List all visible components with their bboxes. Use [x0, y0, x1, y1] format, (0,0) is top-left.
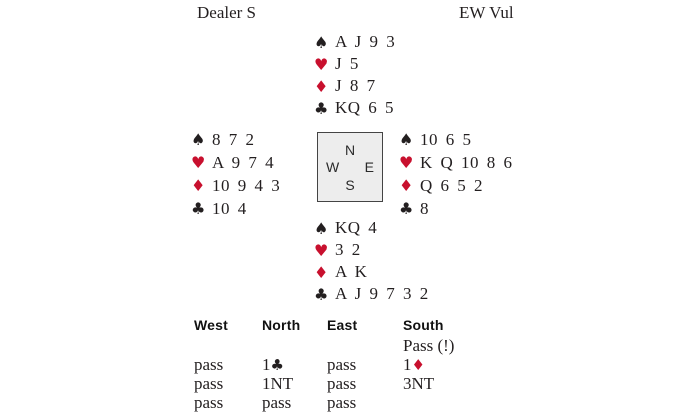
- dealer-label: Dealer S: [197, 3, 257, 22]
- south-hand: [314, 217, 429, 305]
- compass-north-label: N: [344, 142, 356, 158]
- south-clubs-row: [314, 283, 429, 305]
- diamond-icon: ♦: [411, 356, 425, 374]
- bid-south-round1: [403, 355, 523, 375]
- west-spades-row: [191, 128, 280, 151]
- east-clubs-cards: 8: [420, 198, 429, 218]
- bidding-header-west: West: [194, 317, 228, 333]
- heart-icon: ♥: [399, 153, 414, 172]
- heart-icon: ♥: [314, 54, 329, 74]
- west-diamonds-cards: 10 9 4 3: [212, 175, 281, 195]
- north-hearts-cards: J 5: [335, 54, 359, 73]
- compass-east-label: E: [364, 159, 374, 175]
- spade-icon: ♠: [314, 32, 329, 52]
- bid-west-round3: pass: [194, 393, 224, 412]
- bidding-header-north: North: [262, 317, 301, 333]
- south-spades-cards: KQ 4: [335, 218, 378, 237]
- west-spades-cards: 8 7 2: [212, 129, 255, 149]
- compass-west-label: W: [326, 159, 340, 175]
- spade-icon: ♠: [314, 218, 329, 238]
- east-spades-row: [399, 128, 513, 151]
- club-icon: ♣: [270, 356, 284, 374]
- bid-south-opening: Pass (!): [403, 336, 455, 355]
- diamond-icon: ♦: [191, 176, 206, 195]
- heart-icon: ♥: [314, 240, 329, 260]
- spade-icon: ♠: [399, 130, 414, 149]
- west-hand: [191, 128, 280, 220]
- east-hand: [399, 128, 513, 220]
- north-hearts-row: [314, 53, 395, 75]
- bid-level: 1: [403, 355, 412, 374]
- bid-north-round2: 1NT: [262, 374, 294, 393]
- compass-box: [317, 132, 383, 202]
- north-diamonds-cards: J 8 7: [335, 76, 376, 95]
- club-icon: ♣: [399, 199, 414, 218]
- north-spades-row: [314, 31, 395, 53]
- bid-south-round2: 3NT: [403, 374, 435, 393]
- west-diamonds-row: [191, 174, 280, 197]
- south-clubs-cards: A J 9 7 3 2: [335, 284, 429, 303]
- club-icon: ♣: [314, 98, 329, 118]
- bid-level: 1: [262, 355, 271, 374]
- bid-east-round1: pass: [327, 355, 357, 374]
- bid-west-round1: pass: [194, 355, 224, 374]
- diamond-icon: ♦: [314, 76, 329, 96]
- east-hearts-cards: K Q 10 8 6: [420, 152, 513, 172]
- bid-north-round1: [262, 355, 327, 375]
- bid-north-round3: pass: [262, 393, 292, 412]
- heart-icon: ♥: [191, 153, 206, 172]
- east-spades-cards: 10 6 5: [420, 129, 472, 149]
- bidding-header-east: East: [327, 317, 358, 333]
- east-diamonds-cards: Q 6 5 2: [420, 175, 484, 195]
- bidding-table: [194, 317, 523, 412]
- bidding-header-south: South: [403, 317, 444, 333]
- south-hearts-cards: 3 2: [335, 240, 361, 259]
- vulnerability-label: EW Vul: [459, 3, 514, 22]
- north-clubs-row: [314, 97, 395, 119]
- west-clubs-cards: 10 4: [212, 198, 247, 218]
- west-clubs-row: [191, 197, 280, 220]
- bid-west-round2: pass: [194, 374, 224, 393]
- south-hearts-row: [314, 239, 429, 261]
- west-hearts-row: [191, 151, 280, 174]
- diamond-icon: ♦: [399, 176, 414, 195]
- south-spades-row: [314, 217, 429, 239]
- north-hand: [314, 31, 395, 119]
- club-icon: ♣: [314, 284, 329, 304]
- west-hearts-cards: A 9 7 4: [212, 152, 275, 172]
- east-diamonds-row: [399, 174, 513, 197]
- east-hearts-row: [399, 151, 513, 174]
- south-diamonds-row: [314, 261, 429, 283]
- diamond-icon: ♦: [314, 262, 329, 282]
- compass-south-label: S: [345, 177, 355, 193]
- north-spades-cards: A J 9 3: [335, 32, 396, 51]
- bid-east-round2: pass: [327, 374, 357, 393]
- south-diamonds-cards: A K: [335, 262, 368, 281]
- spade-icon: ♠: [191, 130, 206, 149]
- north-diamonds-row: [314, 75, 395, 97]
- north-clubs-cards: KQ 6 5: [335, 98, 395, 117]
- club-icon: ♣: [191, 199, 206, 218]
- bid-east-round3: pass: [327, 393, 357, 412]
